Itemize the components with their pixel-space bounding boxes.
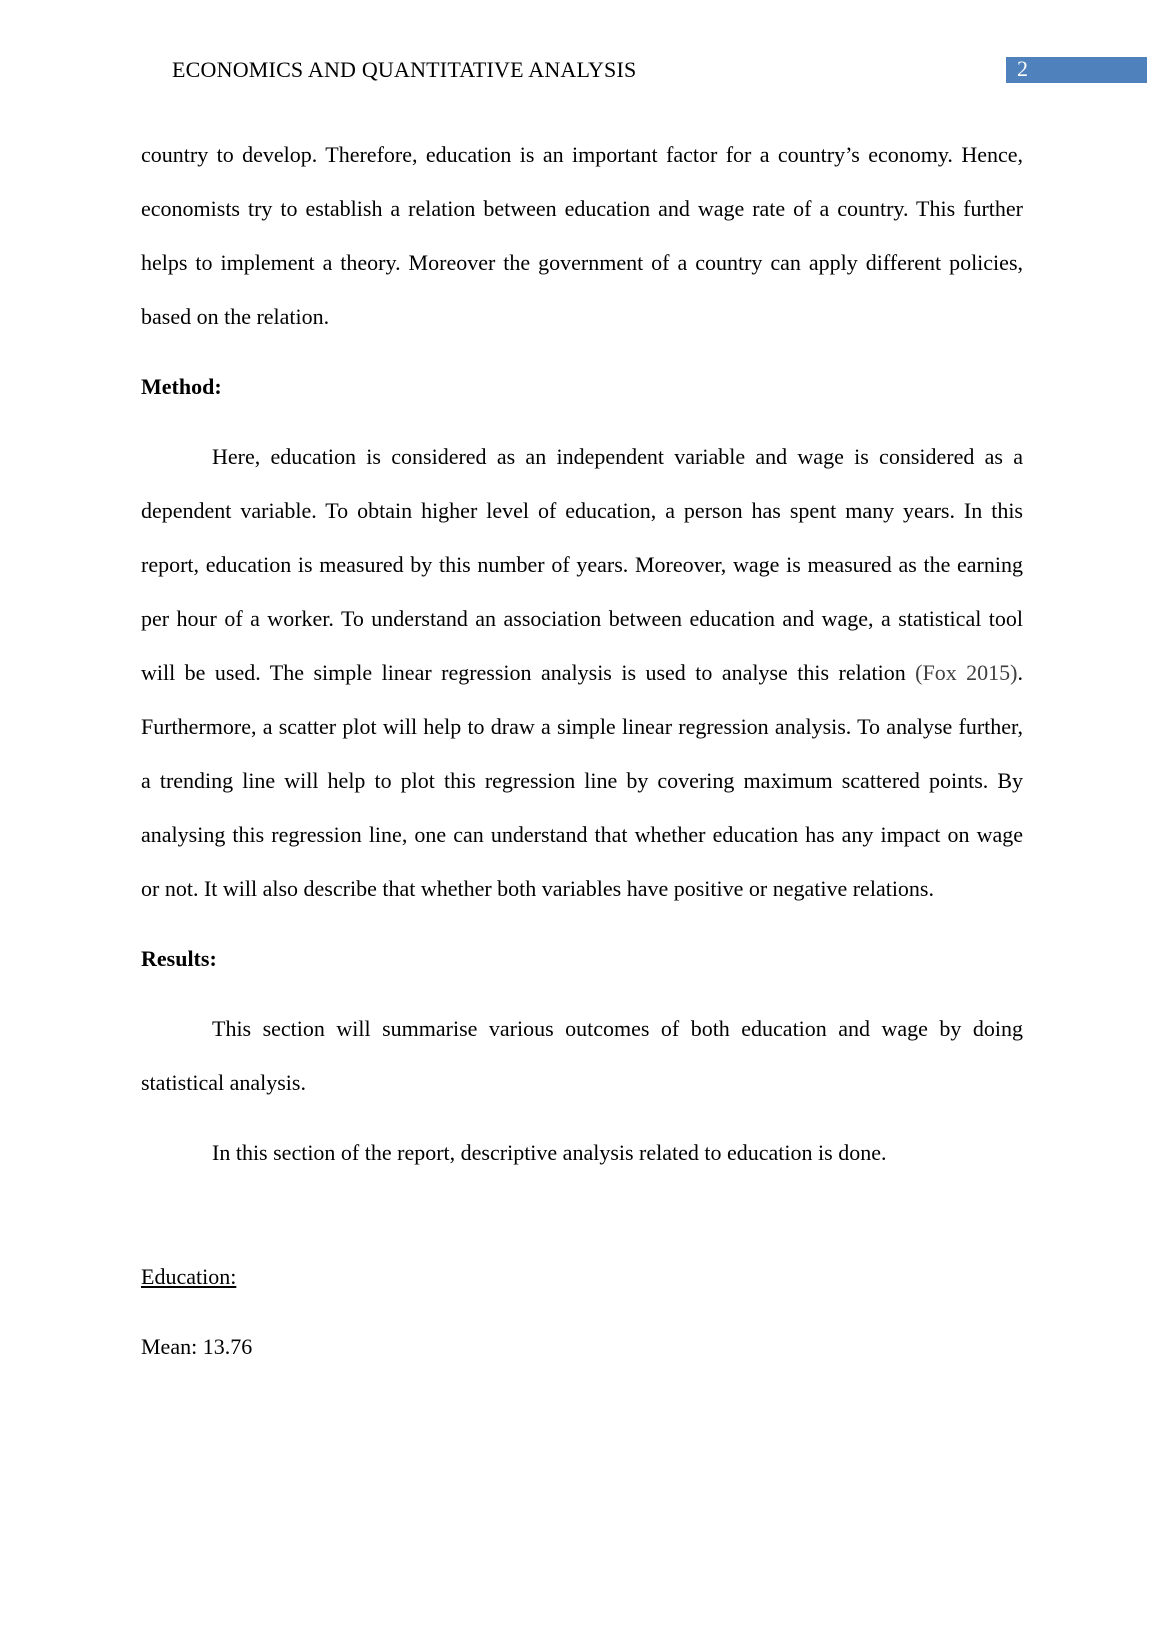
results-heading: Results: bbox=[141, 946, 217, 971]
document-body bbox=[141, 128, 1023, 1374]
intro-paragraph: country to develop. Therefore, education is an important factor for a country’s economy. Hence, economists try to establish a relation between education and wage rate of a country. This further helps to implement a theory. Moreover the government of a country can apply different policies, based on the relation. bbox=[141, 142, 1023, 329]
method-heading: Method: bbox=[141, 374, 222, 399]
results-paragraph-1: This section will summarise various outcomes of both education and wage by doing statistical analysis. bbox=[141, 1016, 1023, 1095]
page-number: 2 bbox=[1017, 56, 1028, 81]
method-text-part1: Here, education is considered as an independent variable and wage is considered as a dependent variable. To obtain higher level of education, a person has spent many years. In this report, education is measured by this number of years. Moreover, wage is measured as the earning per hour of a worker. To understand an association between education and wage, a statistical tool will be used. The simple linear regression analysis is used to analyse this relation bbox=[141, 444, 1023, 685]
running-header-title: ECONOMICS AND QUANTITATIVE ANALYSIS bbox=[172, 57, 637, 82]
method-text-part2: . Furthermore, a scatter plot will help to draw a simple linear regression analysis. To analyse further, a trending line will help to plot this regression line by covering maximum scattered points. By analysing this regression line, one can understand that whether education has any impact on wage or not. It will also describe that whether both variables have positive or negative relations. bbox=[141, 660, 1024, 901]
citation-link[interactable]: (Fox 2015) bbox=[915, 660, 1018, 685]
results-paragraph-2: In this section of the report, descriptive analysis related to education is done. bbox=[212, 1140, 887, 1165]
blank-line bbox=[141, 1196, 1023, 1250]
method-paragraph bbox=[141, 430, 1023, 916]
education-mean: Mean: 13.76 bbox=[141, 1334, 253, 1359]
education-label: Education: bbox=[141, 1264, 237, 1289]
